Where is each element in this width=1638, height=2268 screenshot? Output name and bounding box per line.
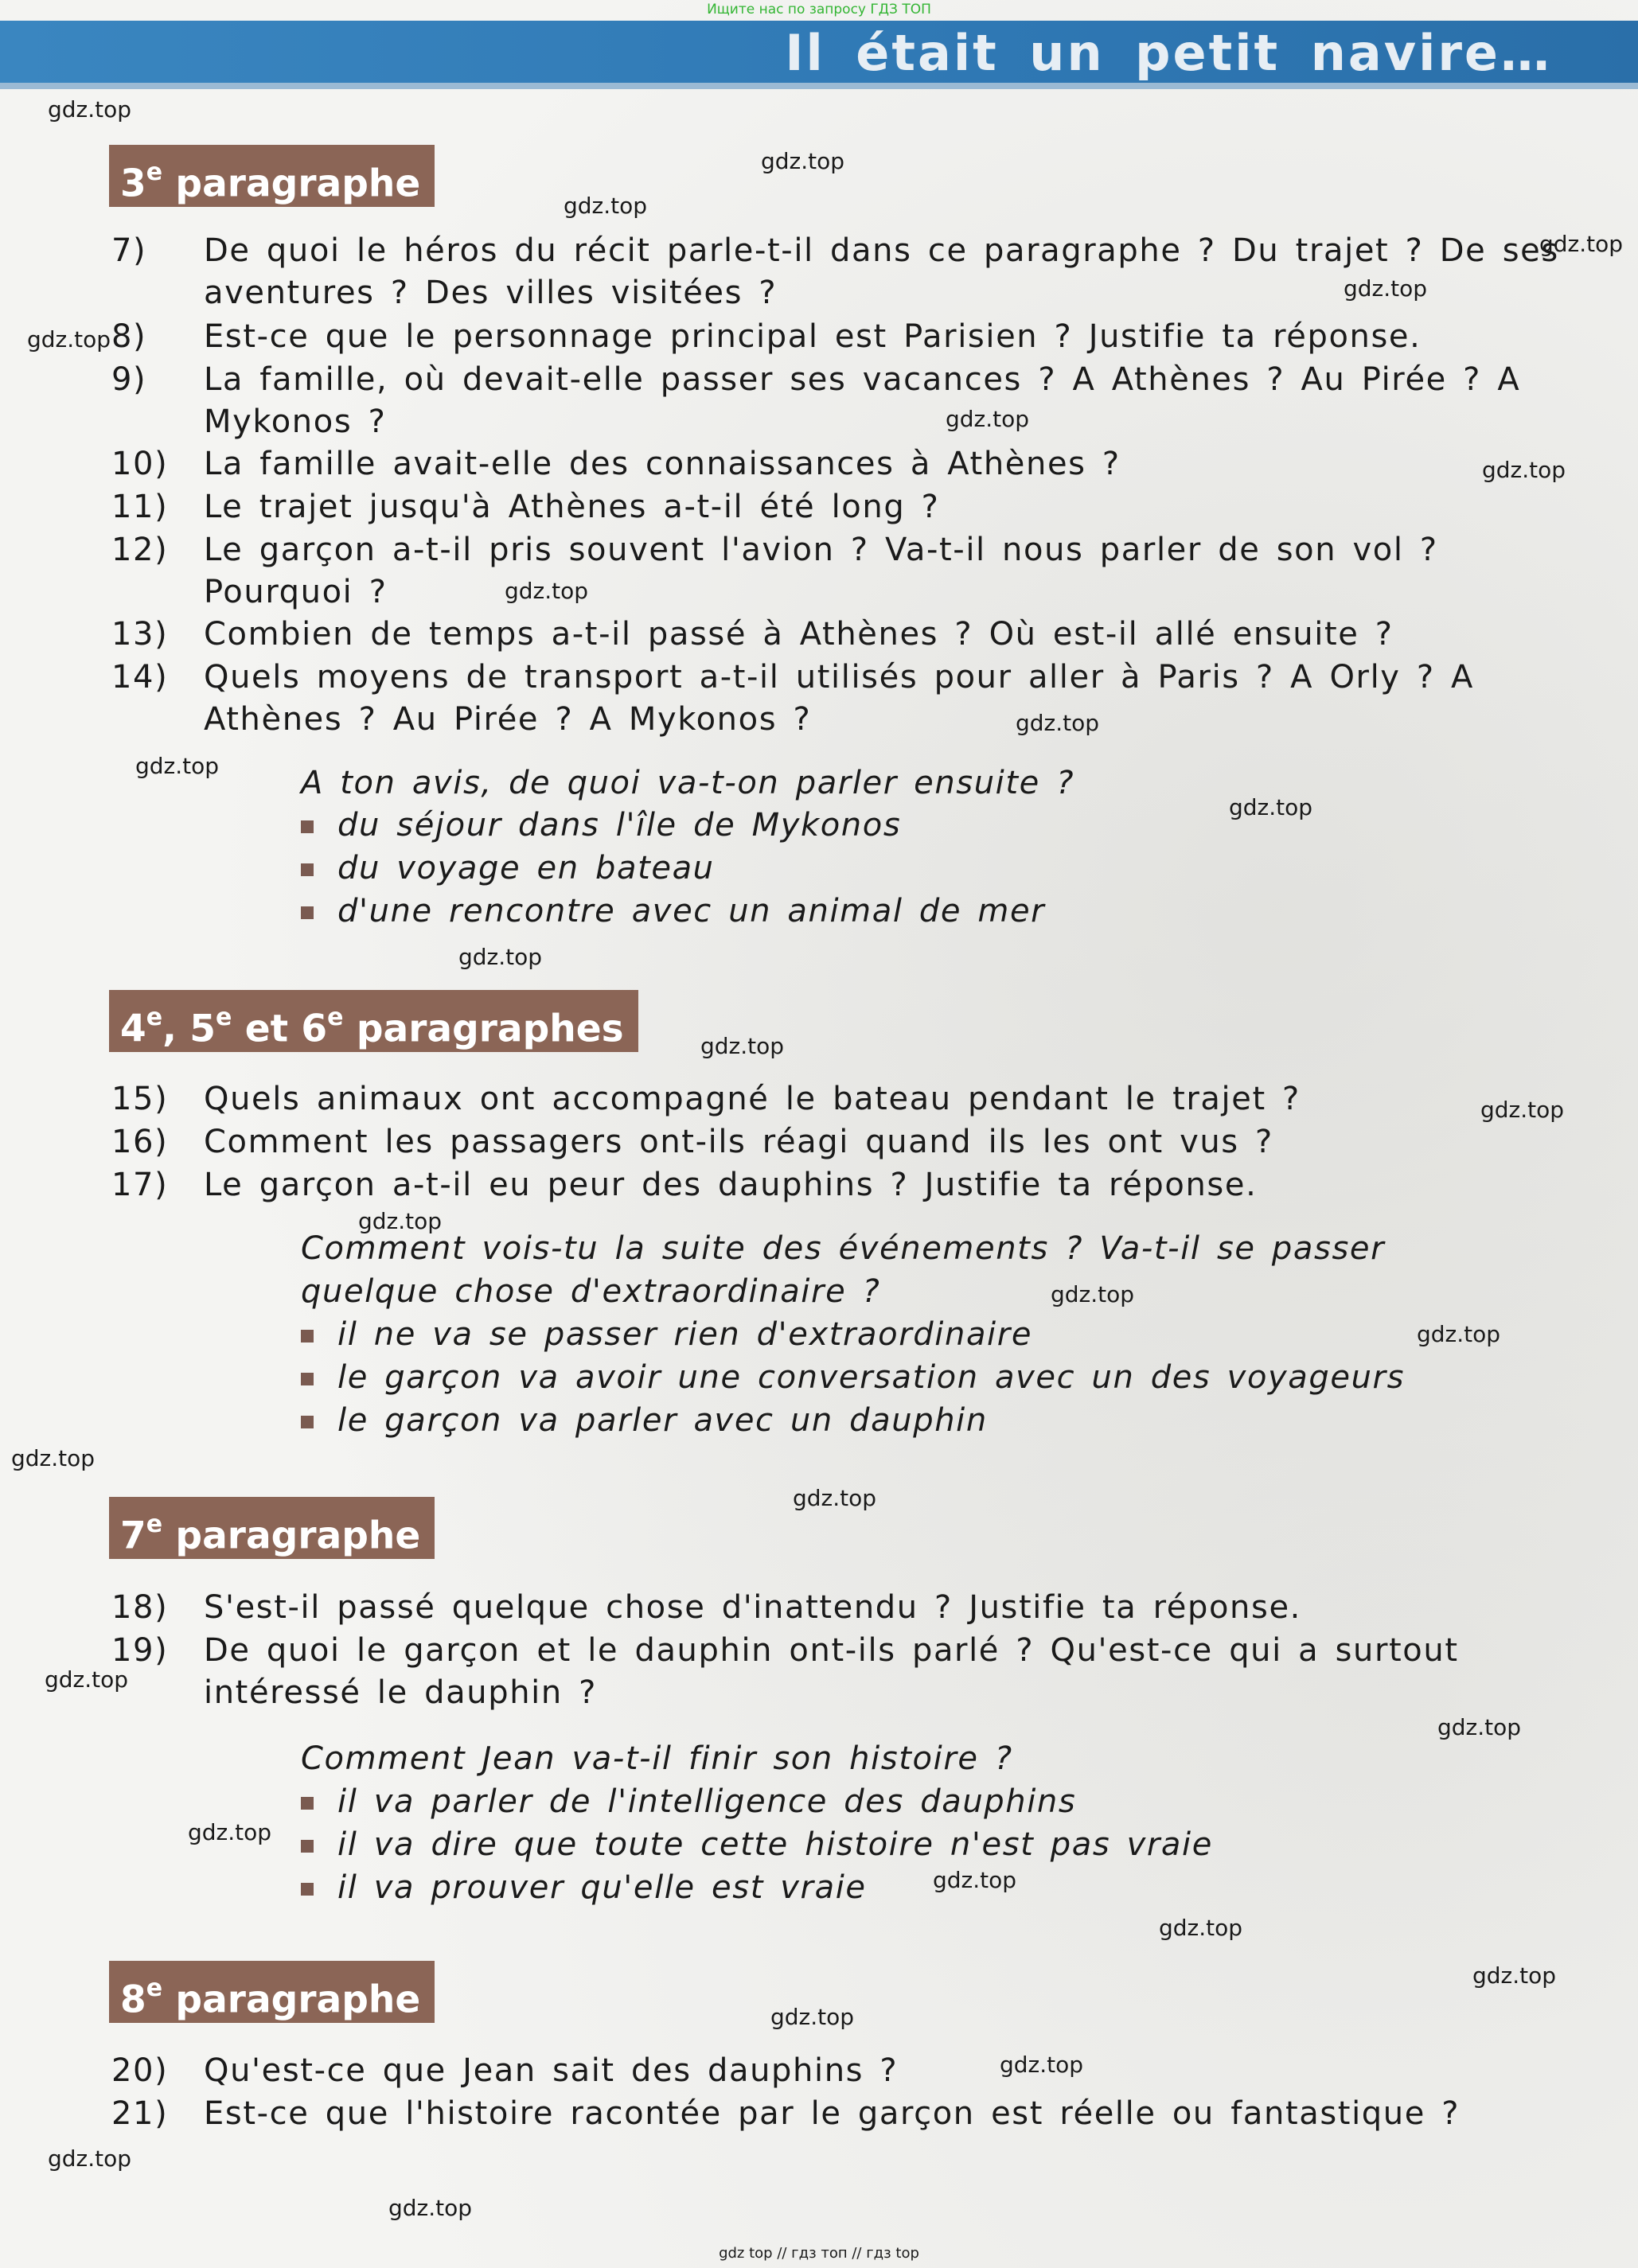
- watermark: gdz.top: [1417, 1321, 1501, 1347]
- question-16: [111, 1121, 1587, 1163]
- prompt-option: le garçon va avoir une conversation avec un des voyageurs: [337, 1359, 1406, 1396]
- question-text: Combien de temps a-t-il passé à Athènes ? Où est-il allé ensuite ?: [204, 616, 1394, 653]
- question-number: 16): [111, 1124, 169, 1160]
- bullet-icon: [301, 1883, 314, 1896]
- section-label: paragraphe: [162, 1514, 421, 1558]
- top-note: Ищите нас по запросу ГДЗ ТОП: [707, 2, 931, 18]
- watermark: gdz.top: [1051, 1281, 1135, 1307]
- section-superscript: e: [146, 1510, 163, 1538]
- prompt-option: le garçon va parler avec un dauphin: [337, 1402, 988, 1439]
- watermark: gdz.top: [188, 1819, 272, 1845]
- watermark: gdz.top: [135, 753, 220, 779]
- question-number: 21): [111, 2095, 169, 2132]
- question-number: 8): [111, 318, 147, 355]
- section-number: 3: [120, 162, 146, 206]
- question-text: La famille, où devait-elle passer ses vacances ? A Athènes ? Au Pirée ? A Mykonos ?: [204, 361, 1521, 440]
- question-9: [111, 359, 1587, 443]
- watermark: gdz.top: [1472, 1962, 1557, 1989]
- section-heading-7: [109, 1497, 435, 1559]
- question-text: De quoi le héros du récit parle-t-il dans ce paragraphe ? Du trajet ? De ses aventures ? Des villes visitées ?: [204, 232, 1559, 311]
- prompt-question: Comment Jean va-t-il finir son histoire ?: [301, 1740, 1013, 1777]
- bullet-icon: [301, 863, 314, 876]
- prompt-option: il ne va se passer rien d'extraordinaire: [337, 1316, 1033, 1353]
- section-number: 4: [120, 1007, 146, 1051]
- section-superscript: e: [146, 158, 163, 186]
- question-number: 7): [111, 232, 147, 269]
- watermark: gdz.top: [358, 1208, 443, 1234]
- watermark: gdz.top: [946, 406, 1030, 432]
- question-text: Le garçon a-t-il eu peur des dauphins ? Justifie ta réponse.: [204, 1167, 1258, 1203]
- question-number: 19): [111, 1632, 169, 1669]
- question-number: 18): [111, 1589, 169, 1626]
- bullet-icon: [301, 820, 314, 833]
- watermark: gdz.top: [48, 2145, 132, 2172]
- question-number: 11): [111, 489, 169, 525]
- question-8: [111, 316, 1587, 358]
- section-heading-8: [109, 1961, 435, 2023]
- bullet-icon: [301, 1840, 314, 1853]
- question-11: [111, 486, 1587, 528]
- footer-note: gdz top // гдз топ // гдз top: [719, 2245, 919, 2262]
- section-superscript: e: [146, 1003, 163, 1031]
- question-14: [111, 657, 1587, 741]
- watermark: gdz.top: [1229, 794, 1313, 820]
- section-label: paragraphe: [162, 162, 421, 206]
- question-number: 15): [111, 1081, 169, 1117]
- question-20: [111, 2050, 1587, 2092]
- watermark: gdz.top: [388, 2195, 473, 2221]
- prompt-option: d'une rencontre avec un animal de mer: [337, 893, 1046, 929]
- question-number: 14): [111, 659, 169, 696]
- watermark: gdz.top: [1539, 231, 1624, 257]
- question-number: 9): [111, 361, 147, 398]
- watermark: gdz.top: [1344, 275, 1428, 302]
- question-text: Comment les passagers ont-ils réagi quand ils les ont vus ?: [204, 1124, 1273, 1160]
- question-7: [111, 230, 1587, 314]
- question-10: [111, 443, 1587, 485]
- prompt-option: du voyage en bateau: [337, 850, 715, 887]
- question-21: [111, 2093, 1587, 2135]
- prompt-question: Comment vois-tu la suite des événements ? Va-t-il se passer: [301, 1230, 1386, 1267]
- question-text: De quoi le garçon et le dauphin ont-ils parlé ? Qu'est-ce qui a surtout intéressé le dauphin ?: [204, 1632, 1459, 1711]
- watermark: gdz.top: [1016, 710, 1100, 736]
- watermark: gdz.top: [505, 578, 589, 604]
- bullet-icon: [301, 1330, 314, 1342]
- section-superscript: e: [146, 1974, 163, 2002]
- question-12: [111, 529, 1587, 614]
- question-text: Est-ce que l'histoire racontée par le garçon est réelle ou fantastique ?: [204, 2095, 1461, 2132]
- section-label: paragraphes: [343, 1007, 624, 1051]
- question-13: [111, 614, 1587, 656]
- watermark: gdz.top: [45, 1666, 129, 1693]
- watermark: gdz.top: [458, 944, 543, 970]
- watermark: gdz.top: [1159, 1915, 1243, 1941]
- watermark: gdz.top: [770, 2004, 855, 2030]
- question-17: [111, 1164, 1587, 1206]
- prompt-question: quelque chose d'extraordinaire ?: [301, 1273, 881, 1310]
- section-number: et 6: [232, 1007, 328, 1051]
- watermark: gdz.top: [793, 1485, 877, 1511]
- question-number: 13): [111, 616, 169, 653]
- section-number: 8: [120, 1978, 146, 2022]
- section-number: , 5: [162, 1007, 216, 1051]
- prompt-option: du séjour dans l'île de Mykonos: [337, 807, 902, 844]
- watermark: gdz.top: [27, 326, 111, 353]
- question-text: Le trajet jusqu'à Athènes a-t-il été long ?: [204, 489, 940, 525]
- page-title: Il était un petit navire…: [785, 24, 1552, 82]
- section-heading-3: [109, 145, 435, 207]
- question-text: Quels animaux ont accompagné le bateau pendant le trajet ?: [204, 1081, 1301, 1117]
- prompt-option: il va prouver qu'elle est vraie: [337, 1869, 867, 1906]
- prompt-option: il va dire que toute cette histoire n'est pas vraie: [337, 1826, 1213, 1863]
- section-number: 7: [120, 1514, 146, 1558]
- prompt-question: A ton avis, de quoi va-t-on parler ensuite ?: [301, 765, 1075, 801]
- bullet-icon: [301, 906, 314, 919]
- watermark: gdz.top: [564, 193, 648, 219]
- question-text: Est-ce que le personnage principal est Parisien ? Justifie ta réponse.: [204, 318, 1422, 355]
- question-number: 20): [111, 2052, 169, 2089]
- question-number: 17): [111, 1167, 169, 1203]
- question-15: [111, 1078, 1587, 1120]
- prompt-option: il va parler de l'intelligence des dauphins: [337, 1783, 1077, 1820]
- watermark: gdz.top: [761, 148, 845, 174]
- section-label: paragraphe: [162, 1978, 421, 2022]
- question-text: Le garçon a-t-il pris souvent l'avion ? Va-t-il nous parler de son vol ? Pourquoi ?: [204, 532, 1438, 610]
- question-text: La famille avait-elle des connaissances à Athènes ?: [204, 446, 1121, 482]
- watermark: gdz.top: [48, 96, 132, 123]
- watermark: gdz.top: [1437, 1714, 1522, 1740]
- section-heading-4-5-6: [109, 990, 638, 1052]
- bullet-icon: [301, 1797, 314, 1810]
- watermark: gdz.top: [933, 1867, 1017, 1893]
- section-superscript: e: [327, 1003, 344, 1031]
- question-text: S'est-il passé quelque chose d'inattendu ? Justifie ta réponse.: [204, 1589, 1301, 1626]
- question-18: [111, 1587, 1587, 1629]
- question-number: 12): [111, 532, 169, 568]
- question-text: Quels moyens de transport a-t-il utilisés pour aller à Paris ? A Orly ? A Athènes ? Au Pirée ? A Mykonos ?: [204, 659, 1474, 738]
- bullet-icon: [301, 1373, 314, 1385]
- watermark: gdz.top: [1480, 1097, 1565, 1123]
- watermark: gdz.top: [1000, 2052, 1084, 2078]
- section-superscript: e: [215, 1003, 232, 1031]
- watermark: gdz.top: [700, 1033, 785, 1059]
- bullet-icon: [301, 1416, 314, 1428]
- watermark: gdz.top: [11, 1445, 96, 1471]
- question-text: Qu'est-ce que Jean sait des dauphins ?: [204, 2052, 899, 2089]
- watermark: gdz.top: [1482, 457, 1566, 483]
- question-19: [111, 1630, 1587, 1714]
- question-number: 10): [111, 446, 169, 482]
